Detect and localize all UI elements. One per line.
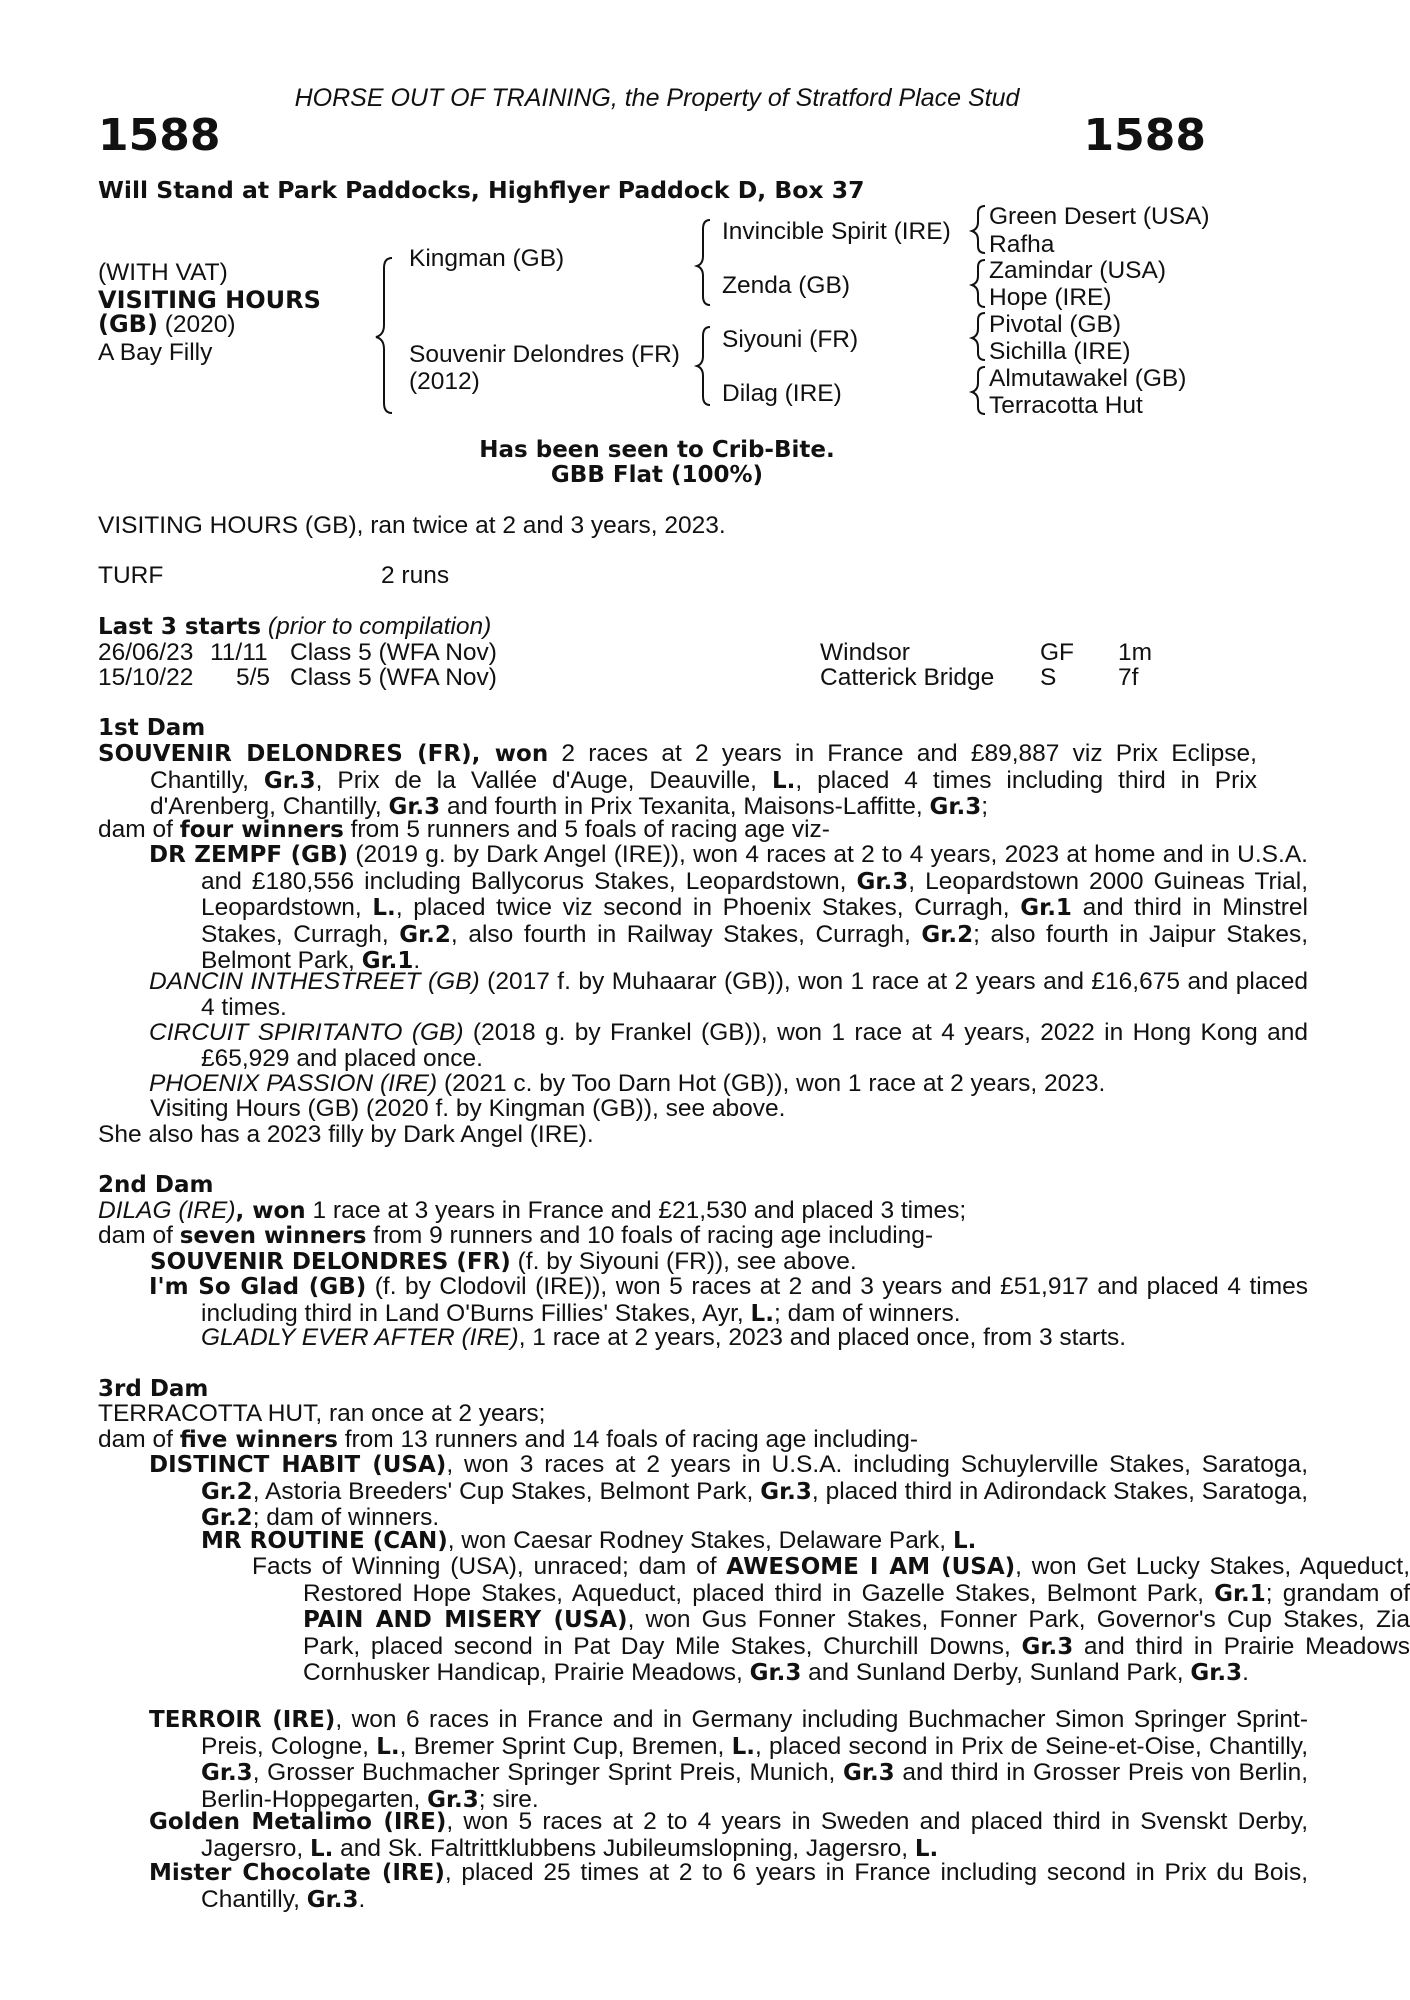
- produce-dr-zempf: DR ZEMPF (GB) (2019 g. by Dark Angel (IRE)), won 4 races at 2 to 4 years, 2023 at home and in U.S.A. and £180,556 including Ballycorus Stakes, Leopardstown, Gr.3, Leopardstown 2000 Guineas Trial, Leopardstown, L., placed twice viz second in Phoenix Stakes, Curragh, Gr.1 and third in Minstrel Stakes, Curragh, Gr.2, also fourth in Railway Stakes, Curragh, Gr.2; also fourth in Jaipur Stakes, Belmont Park, Gr.1.: [149, 841, 1309, 974]
- pedigree-sdd: Hope (IRE): [989, 284, 1112, 311]
- pedigree-sire: Kingman (GB): [409, 245, 565, 272]
- stand-location: Will Stand at Park Paddocks, Highflyer Paddock D, Box 37: [98, 176, 865, 204]
- pedigree-dam-year: (2012): [409, 368, 480, 395]
- dam2-line: DILAG (IRE), won 1 race at 3 years in France and £21,530 and placed 3 times;: [98, 1197, 967, 1224]
- last-starts-title: Last 3 starts: [98, 614, 262, 640]
- pedigree-sss: Green Desert (USA): [989, 203, 1210, 230]
- produce-mister-chocolate: Mister Chocolate (IRE), placed 25 times at 2 to 6 years in France including second in Prix du Bois, Chantilly, Gr.3.: [149, 1859, 1308, 1913]
- pedigree-dam-dam: Dilag (IRE): [722, 380, 842, 407]
- horse-name-link: DR ZEMPF (GB): [149, 842, 349, 868]
- start-row-2-course: Catterick Bridge: [820, 664, 995, 691]
- turf-runs: 2 runs: [381, 562, 450, 589]
- dam1-text: , placed 4 times including third in Prix d'Arenberg, Chantilly,: [150, 766, 1257, 820]
- start-row-1-course: Windsor: [820, 639, 910, 666]
- dam1-text: , Prix de la Vallée d'Auge, Deauville,: [315, 766, 772, 794]
- dam3-heading: 3rd Dam: [98, 1376, 209, 1402]
- start-row-1-distance: 1m: [1118, 639, 1153, 666]
- start-row-2-date: 15/10/22: [98, 664, 194, 691]
- dam1-paragraph: [98, 741, 1257, 821]
- produce-mr-routine: MR ROUTINE (CAN), won Caesar Rodney Stakes, Delaware Park, L.: [201, 1527, 977, 1554]
- last-starts-heading: [98, 614, 491, 641]
- page-title: HORSE OUT OF TRAINING, the Property of Stratford Place Stud: [294, 84, 1020, 112]
- produce-golden-metalimo: Golden Metalimo (IRE), won 5 races at 2 to 4 years in Sweden and placed third in Svenskt Derby, Jagersro, L. and Sk. Faltrittklubbens Jubileumslopning, Jagersro, L.: [149, 1808, 1308, 1862]
- gbb-note: GBB Flat (100%): [550, 462, 764, 488]
- pedigree-dss: Pivotal (GB): [989, 311, 1122, 338]
- pedigree-dam: Souvenir Delondres (FR): [409, 341, 680, 368]
- listed-label: L.: [771, 767, 796, 794]
- dam1-text: 2 races at 2 years in France and £89,887 viz Prix Eclipse, Chantilly,: [150, 740, 1257, 794]
- produce-souvenir: SOUVENIR DELONDRES (FR) (f. by Siyouni (FR)), see above.: [150, 1248, 857, 1275]
- dam1-text: ;: [981, 793, 989, 820]
- grade-label: Gr.3: [263, 767, 316, 794]
- horse-year: (2020): [157, 311, 236, 338]
- dam2-produce-line: dam of seven winners from 9 runners and 10 foals of racing age including-: [98, 1222, 934, 1249]
- last-starts-qualifier: (prior to compilation): [261, 613, 492, 640]
- dam1-damof: dam of: [98, 816, 180, 843]
- dam2-name: DILAG (IRE): [98, 1197, 236, 1224]
- dam1-heading: 1st Dam: [98, 715, 206, 741]
- start-row-1-going: GF: [1040, 639, 1075, 666]
- start-row-2-distance: 7f: [1118, 664, 1139, 691]
- horse-name: VISITING HOURS: [98, 286, 321, 314]
- dam3-produce-line: dam of five winners from 13 runners and 14 foals of racing age including-: [98, 1426, 919, 1453]
- grade-label: Gr.3: [388, 794, 441, 820]
- lot-number-right: 1588: [1083, 110, 1206, 161]
- dam1-text: and fourth in Prix Texanita, Maisons-Laffitte,: [440, 793, 930, 820]
- start-row-2-position: 5/5: [236, 664, 271, 691]
- pedigree-sds: Zamindar (USA): [989, 257, 1166, 284]
- pedigree-sire-sire: Invincible Spirit (IRE): [722, 218, 951, 245]
- pedigree-dsd: Sichilla (IRE): [989, 338, 1131, 365]
- dam1-produce-line: [98, 817, 1205, 844]
- produce-distinct-habit: DISTINCT HABIT (USA), won 3 races at 2 years in U.S.A. including Schuylerville Stakes, Saratoga, Gr.2, Astoria Breeders' Cup Stakes, Belmont Park, Gr.3, placed third in Adirondack Stakes, Saratoga, Gr.2; dam of winners.: [149, 1451, 1308, 1531]
- turf-label: TURF: [98, 562, 164, 589]
- produce-im-so-glad: I'm So Glad (GB) (f. by Clodovil (IRE)), won 5 races at 2 and 3 years and £51,917 and placed 4 times including third in Land O'Burns Fillies' Stakes, Ayr, L.; dam of winners.: [149, 1273, 1308, 1327]
- pedigree-dam-sire: Siyouni (FR): [722, 326, 859, 353]
- dam1-name: SOUVENIR DELONDRES (FR): [98, 741, 472, 767]
- pedigree-dds: Almutawakel (GB): [989, 365, 1187, 392]
- pedigree-ssd: Rafha: [989, 231, 1055, 258]
- dam2-heading: 2nd Dam: [98, 1172, 214, 1198]
- produce-gladly: GLADLY EVER AFTER (IRE), 1 race at 2 years, 2023 and placed once, from 3 starts.: [201, 1324, 1127, 1351]
- produce-facts-of-winning: Facts of Winning (USA), unraced; dam of AWESOME I AM (USA), won Get Lucky Stakes, Aqueduct, Restored Hope Stakes, Aqueduct, placed third in Gazelle Stakes, Belmont Park, Gr.1; grandam of PAIN AND MISERY (USA), won Gus Fonner Stakes, Fonner Park, Governor's Cup Stakes, Zia Park, placed second in Pat Day Mile Stakes, Churchill Downs, Gr.3 and third in Prairie Meadows Cornhusker Handicap, Prairie Meadows, Gr.3 and Sunland Derby, Sunland Park, Gr.3.: [252, 1553, 1410, 1686]
- horse-description: A Bay Filly: [98, 339, 213, 366]
- lot-number-left: 1588: [98, 110, 221, 161]
- produce-phoenix: PHOENIX PASSION (IRE) (2021 c. by Too Darn Hot (GB)), won 1 race at 2 years, 2023.: [149, 1070, 1106, 1097]
- produce-terroir: TERROIR (IRE), won 6 races in France and in Germany including Buchmacher Simon Springer Sprint-Preis, Cologne, L., Bremer Sprint Cup, Bremen, L., placed second in Prix de Seine-et-Oise, Chantilly, Gr.3, Grosser Buchmacher Springer Sprint Preis, Munich, Gr.3 and third in Grosser Preis von Berlin, Berlin-Hoppegarten, Gr.3; sire.: [149, 1706, 1309, 1813]
- race-summary: VISITING HOURS (GB), ran twice at 2 and 3 years, 2023.: [98, 512, 726, 539]
- start-row-1-class: Class 5 (WFA Nov): [290, 639, 497, 666]
- start-row-2-class: Class 5 (WFA Nov): [290, 664, 497, 691]
- dam1-won-label: , won: [471, 741, 549, 767]
- start-row-1-date: 26/06/23: [98, 639, 194, 666]
- pedigree-sire-dam: Zenda (GB): [722, 272, 850, 299]
- grade-label: Gr.3: [929, 794, 982, 820]
- dam1-winners-count: four winners: [179, 817, 344, 843]
- dam1-also-note: She also has a 2023 filly by Dark Angel (IRE).: [98, 1121, 594, 1148]
- pedigree-ddd: Terracotta Hut: [989, 392, 1143, 419]
- produce-circuit: CIRCUIT SPIRITANTO (GB) (2018 g. by Frankel (GB)), won 1 race at 4 years, 2022 in Hong Kong and £65,929 and placed once.: [149, 1019, 1309, 1072]
- dam1-produce-text: from 5 runners and 5 foals of racing age viz-: [343, 816, 830, 843]
- horse-country: (GB): [98, 310, 158, 338]
- crib-bite-note: Has been seen to Crib-Bite.: [479, 437, 835, 463]
- start-row-1-position: 11/11: [210, 639, 268, 666]
- dam3-line: TERRACOTTA HUT, ran once at 2 years;: [98, 1400, 546, 1427]
- produce-dancin: DANCIN INTHESTREET (GB) (2017 f. by Muhaarar (GB)), won 1 race at 2 years and £16,675 and placed 4 times.: [149, 968, 1308, 1021]
- vat-note: (WITH VAT): [98, 259, 228, 286]
- start-row-2-going: S: [1040, 664, 1057, 691]
- produce-visiting: Visiting Hours (GB) (2020 f. by Kingman (GB)), see above.: [150, 1095, 786, 1122]
